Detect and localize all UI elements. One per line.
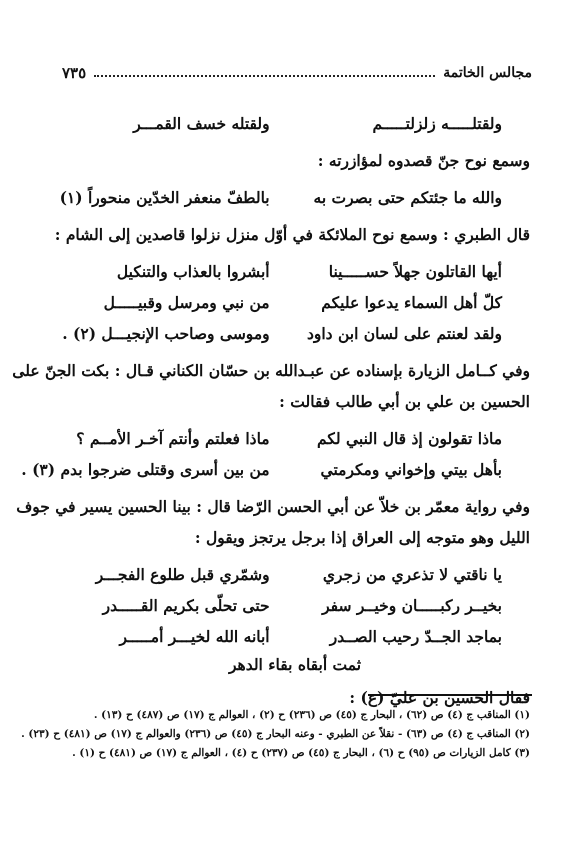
running-header [62,62,532,84]
verse-first-hemistich: بماجد الجــدّ رحيب الصــدر [329,627,502,646]
verse-first-hemistich: كلّ أهل السماء يدعوا عليكم [321,293,502,312]
header-leader-dots [94,75,435,77]
verse-second-hemistich: من بين أسرى وقتلى ضرجوا بدم (٣) . [21,460,270,479]
verse-second-hemistich: وموسى وصاحب الإنجيـــل (٢) . [62,324,270,343]
verse-line [60,621,530,652]
chapter-title: مجالس الخاتمة [443,65,532,81]
prose-line: وفي رواية معمّر بن خلاّ عن أبي الحسن الرّضا قال : بينا الحسين يسير في جوف [16,497,530,516]
verse-second-hemistich: من نبي ومرسل وقبيـــــل [103,293,270,312]
footnote-separator [368,694,532,696]
verse-first-hemistich: ولقد لعنتم على لسان ابن داود [306,324,502,343]
prose-line: الليل وهو متوجه إلى العراق إذا برجل يرتجز ويقول : [194,528,530,547]
verse-first-hemistich: يا ناقتي لا تذعري من زجري [322,565,502,584]
verse-second-hemistich: أبشروا بالعذاب والتنكيل [116,262,270,281]
verse-line [60,318,530,349]
verse-line [60,652,530,676]
verse-line [21,454,530,485]
verse-second-hemistich: ولقتله خسف القمـــر [133,114,270,133]
verse-second-hemistich: ماذا فعلتم وأنتم آخـر الأمــم ؟ [76,429,270,448]
footnote: (٣) كامل الزيارات ص (٩٥) ح (٦) ، البحار ج (٤٥) ص (٢٣٧) ح (٤) ، العوالم ج (١٧) ص (٤٨١) ح (١) . [72,747,530,759]
verse-first-hemistich: ولقتلـــــه زلزلتـــــم [372,114,502,133]
footnotes [21,706,530,763]
verse-second-hemistich: وشمّري قبل طلوع الفجـــر [95,565,270,584]
verse-first-hemistich: بأهل بيتي وإخواني ومكرمتي [320,460,502,479]
verse-line [60,256,530,287]
verse-single-hemistich: ثمت أبقاه بقاء الدهر [228,654,362,674]
verse-first-hemistich: والله ما جئتكم حتى بصرت به [313,188,502,207]
verse-line [60,559,530,590]
verse-second-hemistich: أبانه الله لخيـــر أمـــــر [119,627,270,646]
prose-line: وسمع نوح جنّ قصدوه لمؤازرته : [317,151,530,170]
verse-line [60,287,530,318]
prose-line: قال الطبري : وسمع نوح الملائكة في أوّل منزل نزلوا قاصدين إلى الشام : [54,225,530,244]
verse-first-hemistich: ماذا تقولون إذ قال النبي لكم [317,429,502,448]
page-body [12,108,530,713]
prose-line: وفي كــامل الزيارة بإسناده عن عبـدالله بن حسّان الكناني قـال : بكت الجنّ على [12,361,530,380]
verse-line [60,423,530,454]
verse-first-hemistich: بخيــر ركبـــــان وخيــر سفر [322,596,502,615]
footnote: (٢) المناقب ج (٤) ص (٦٣) - نقلاً عن الطبري - وعنه البحار ج (٤٥) ص (٢٣٦) والعوالم ج (١٧) ص (٤٨١) ح (٢٣) . [21,728,530,740]
verse-line [60,590,530,621]
verse-line [60,108,530,139]
footnote: (١) المناقب ج (٤) ص (٦٢) ، البحار ج (٤٥) ص (٢٣٦) ح (٢) ، العوالم ج (١٧) ص (٤٨٧) ح (١٣) . [93,709,530,721]
verse-second-hemistich: بالطفّ منعفر الخدّين منحوراً (١) [59,188,270,207]
prose-line: الحسين بن علي بن أبي طالب فقالت : [279,392,530,411]
prose-line: فقال الحسين بن عليّ (ع) : [349,688,530,707]
page-number: ٧٣٥ [62,64,87,82]
verse-second-hemistich: حتى تحلّى بكريم القـــــدر [102,596,270,615]
verse-first-hemistich: أيها القاتلون جهلاً حســـــينا [328,262,502,281]
verse-line [60,182,530,213]
